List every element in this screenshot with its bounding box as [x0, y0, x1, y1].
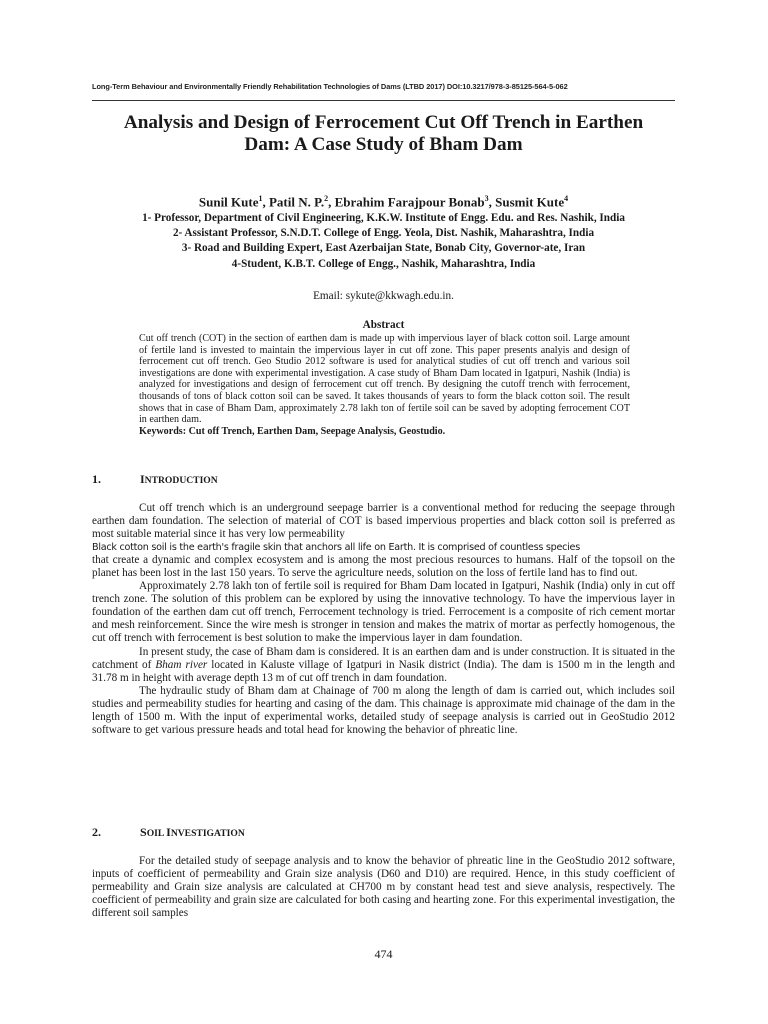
- soil-investigation-body: [92, 855, 675, 920]
- running-head: Long-Term Behaviour and Environmentally Friendly Rehabilitation Technologies of Dams (LTBD 2017) DOI:10.3217/978-3-85125-564-5-062: [92, 82, 568, 91]
- header-rule: [92, 100, 675, 101]
- author-affil-mark: 4: [564, 194, 569, 203]
- affiliation: 4-Student, K.B.T. College of Engg., Nashik, Maharashtra, India: [231, 257, 536, 270]
- section-number: 2.: [92, 825, 101, 839]
- author-name: Sunil Kute: [198, 194, 259, 210]
- affiliation: 3- Road and Building Expert, East Azerbaijan State, Bonab City, Governor-ate, Iran: [181, 242, 586, 255]
- affiliation-list: [92, 211, 675, 272]
- paragraph: For the detailed study of seepage analysis and to know the behavior of phreatic line in the GeoStudio 2012 software, inputs of coefficient of permeability and Grain size analysis (D60 and D10) are required. Hence, in this study coefficient of permeability and Grain size analysis are calculated at CH700 m by constant head test and sieve analysis, respectively. The coefficient of permeability and grain size are calculated for both casing and hearting zone. For this experimental investigation, the different soil samples: [92, 855, 675, 920]
- page-number: 474: [374, 947, 393, 961]
- paragraph: In present study, the case of Bham dam is considered. It is an earthen dam and is under construction. It is situated in the catchment of Bham river located in Kaluste village of Igatpuri in Nasik district (India). The dam is 1500 m in the length and 31.78 m in height with average depth 13 m of cut off trench in dam foundation.: [92, 645, 675, 684]
- title-line-2: Dam: A Case Study of Bham Dam: [244, 134, 523, 155]
- author-list: [92, 194, 675, 210]
- contact-email: Email: sykute@kkwagh.edu.in.: [313, 290, 454, 302]
- abstract-heading: Abstract: [362, 319, 405, 331]
- paragraph: The hydraulic study of Bham dam at Chainage of 700 m along the length of dam is carried out, which includes soil studies and permeability studies for hearting and casing of the dam. This chainage is approximate mid chainage of the dam in the length of 1500 m. With the input of experimental works, detailed study of seepage analysis is carried out in GeoStudio 2012 software to get various pressure heads and total head for knowing the behavior of phreatic line.: [92, 684, 675, 736]
- author-separator: ,: [328, 194, 335, 210]
- affiliation: 2- Assistant Professor, S.N.D.T. College of Engg. Yeola, Dist. Nashik, Maharashtra, India: [172, 227, 595, 240]
- keywords: Keywords: Cut off Trench, Earthen Dam, Seepage Analysis, Geostudio.: [139, 425, 446, 437]
- abstract-body: [139, 333, 630, 437]
- section-heading-introduction: 1. INTRODUCTION: [92, 472, 218, 486]
- section-heading-soil-investigation: 2. SOIL INVESTIGATION: [92, 825, 245, 839]
- author-affil-mark: 2: [324, 194, 329, 203]
- title-line-1: Analysis and Design of Ferrocement Cut Off Trench in Earthen: [123, 112, 644, 133]
- paper-title: [92, 112, 675, 156]
- author-name: Patil N. P.: [268, 194, 325, 210]
- author-name: Ebrahim Farajpour Bonab: [334, 194, 485, 210]
- section-number: 1.: [92, 472, 101, 486]
- introduction-body: [92, 502, 675, 737]
- author-affil-mark: 1: [258, 194, 263, 203]
- author-name: Susmit Kute: [495, 194, 565, 210]
- author-affil-mark: 3: [484, 194, 489, 203]
- author-separator: ,: [488, 194, 496, 210]
- river-name: Bham river: [155, 658, 208, 671]
- author-separator: ,: [262, 194, 269, 210]
- paragraph: Cut off trench which is an underground seepage barrier is a conventional method for reducing the seepage through earthen dam foundation. The selection of material of COT is based impervious properties and black cotton soil is preferred as most suitable material since it has very low permeability Black cotton soil is the earth's fragile skin that anchors all life on Earth. It is comprised of countless species that create a dynamic and complex ecosystem and is among the most precious resources to humans. Half of the topsoil on the planet has been lost in the last 150 years. To serve the agriculture needs, solution on the loss of fertile land has to find out.: [92, 502, 675, 580]
- affiliation: 1- Professor, Department of Civil Engineering, K.K.W. Institute of Engg. Edu. and Res. Nashik, India: [142, 212, 625, 224]
- paragraph: Approximately 2.78 lakh ton of fertile soil is required for Bham Dam located in Igatpuri, Nashik (India) only in cut off trench zone. The solution of this problem can be explored by using the innovative technology. To have the impervious layer in foundation of the earthen dam cut off trench, Ferrocement technology is tried. Ferrocement is a composite of rich cement mortar and mesh reinforcement. Since the wire mesh is stronger in tension and makes the matrix of mortar as perfectly homogenous, the cut off trench with ferrocement is best solution to make the impervious layer in dam foundation.: [92, 580, 675, 645]
- misformatted-line: Black cotton soil is the earth's fragile skin that anchors all life on Earth. It is comprised of countless species: [92, 542, 580, 554]
- abstract-text: Cut off trench (COT) in the section of earthen dam is made up with impervious layer of black cotton soil. Large amount of fertile land is invested to maintain the impervious layer in cut off zone. This paper presents analyis and design of ferrocement cut off trench. Geo Studio 2012 software is used for analytical studies of cut off trench and various soil investigations are done with experimental investigation. A case study of Bham Dam located in Igatpuri, Nashik (India) is analyzed for investigations and design of ferrocement cut off trench. By designing the cutoff trench with ferrocement, thousands of tons of black cotton soil can be saved. It takes thousands of years to form the black cotton soil. The result shows that in case of Bham Dam, approximately 2.78 lakh ton of fertile soil can be saved by adopting ferrocement COT in earthen dam.: [139, 333, 630, 426]
